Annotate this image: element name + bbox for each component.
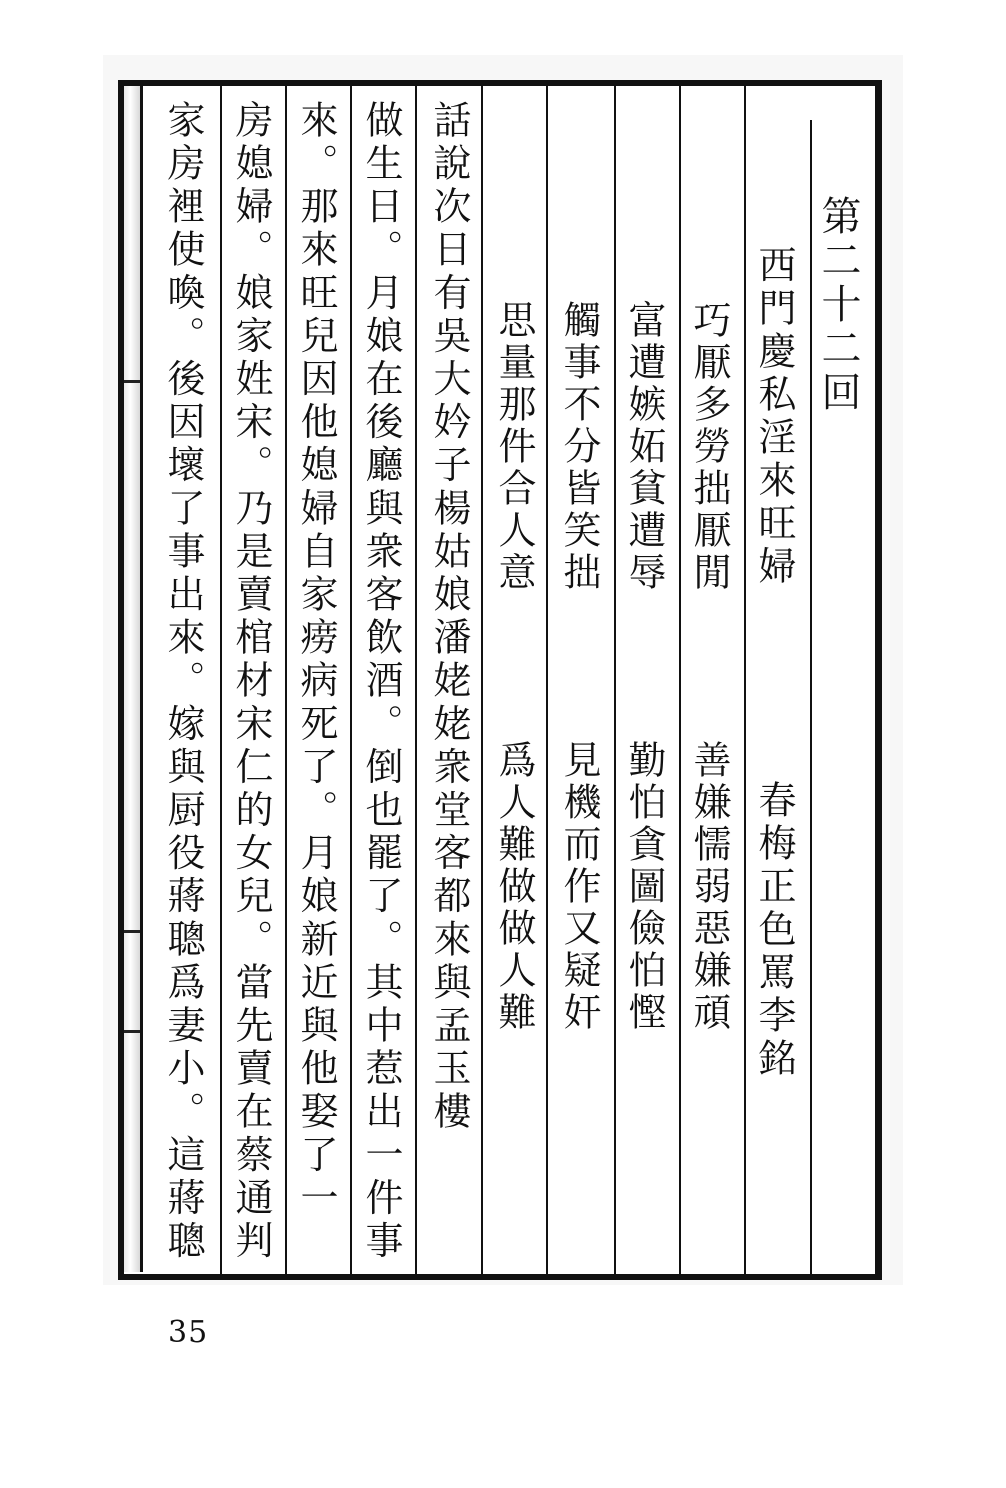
spine-mark — [124, 1030, 140, 1033]
couplet-line-second: 爲人難做做人難 — [492, 740, 536, 1034]
body-text-column: 做生日。月娘在後廳與衆客飲酒。倒也罷了。其中惹出一件事 — [359, 100, 403, 1264]
column-rule — [810, 120, 812, 1274]
couplet-line-second: 見機而作又疑奸 — [557, 740, 601, 1034]
couplet-line-first: 巧厭多勞拙厭閒 — [687, 300, 731, 594]
column-rule — [415, 86, 417, 1274]
column-rule — [350, 86, 352, 1274]
couplet-line-first: 富遭嫉妬貧遭辱 — [622, 300, 666, 594]
column-rule — [614, 86, 616, 1274]
column-rule — [481, 86, 483, 1274]
column-rule — [220, 86, 222, 1274]
spine-mark — [124, 930, 140, 933]
body-text-column: 話說次日有吳大妗子楊姑娘潘姥姥衆堂客都來與孟玉樓 — [427, 100, 471, 1135]
chapter-title-left: 春梅正色罵李銘 — [752, 780, 796, 1081]
chapter-heading: 第二十二回 — [815, 195, 861, 415]
inner-margin-line — [140, 86, 143, 1272]
book-spine-margin — [124, 86, 140, 1272]
body-text-column: 來。那來旺兒因他媳婦自家痨病死了。月娘新近與他娶了一 — [294, 100, 338, 1221]
column-rule — [679, 86, 681, 1274]
chapter-title-right: 西門慶私淫來旺婦 — [752, 245, 796, 589]
couplet-line-second: 善嫌懦弱惡嫌頑 — [687, 740, 731, 1034]
body-text-column: 房媳婦。娘家姓宋。乃是賣棺材宋仁的女兒。當先賣在蔡通判 — [229, 100, 273, 1264]
column-rule — [285, 86, 287, 1274]
couplet-line-second: 勤怕貪圖儉怕慳 — [622, 740, 666, 1034]
spine-mark — [124, 380, 140, 383]
page-number: 35 — [168, 1315, 209, 1350]
couplet-line-first: 思量那件合人意 — [492, 300, 536, 594]
column-rule — [546, 86, 548, 1274]
couplet-line-first: 觸事不分皆笑拙 — [557, 300, 601, 594]
column-rule — [744, 86, 746, 1274]
body-text-column: 家房裡使喚。後因壞了事出來。嫁與厨役蔣聰爲妻小。這蔣聰 — [161, 100, 205, 1264]
